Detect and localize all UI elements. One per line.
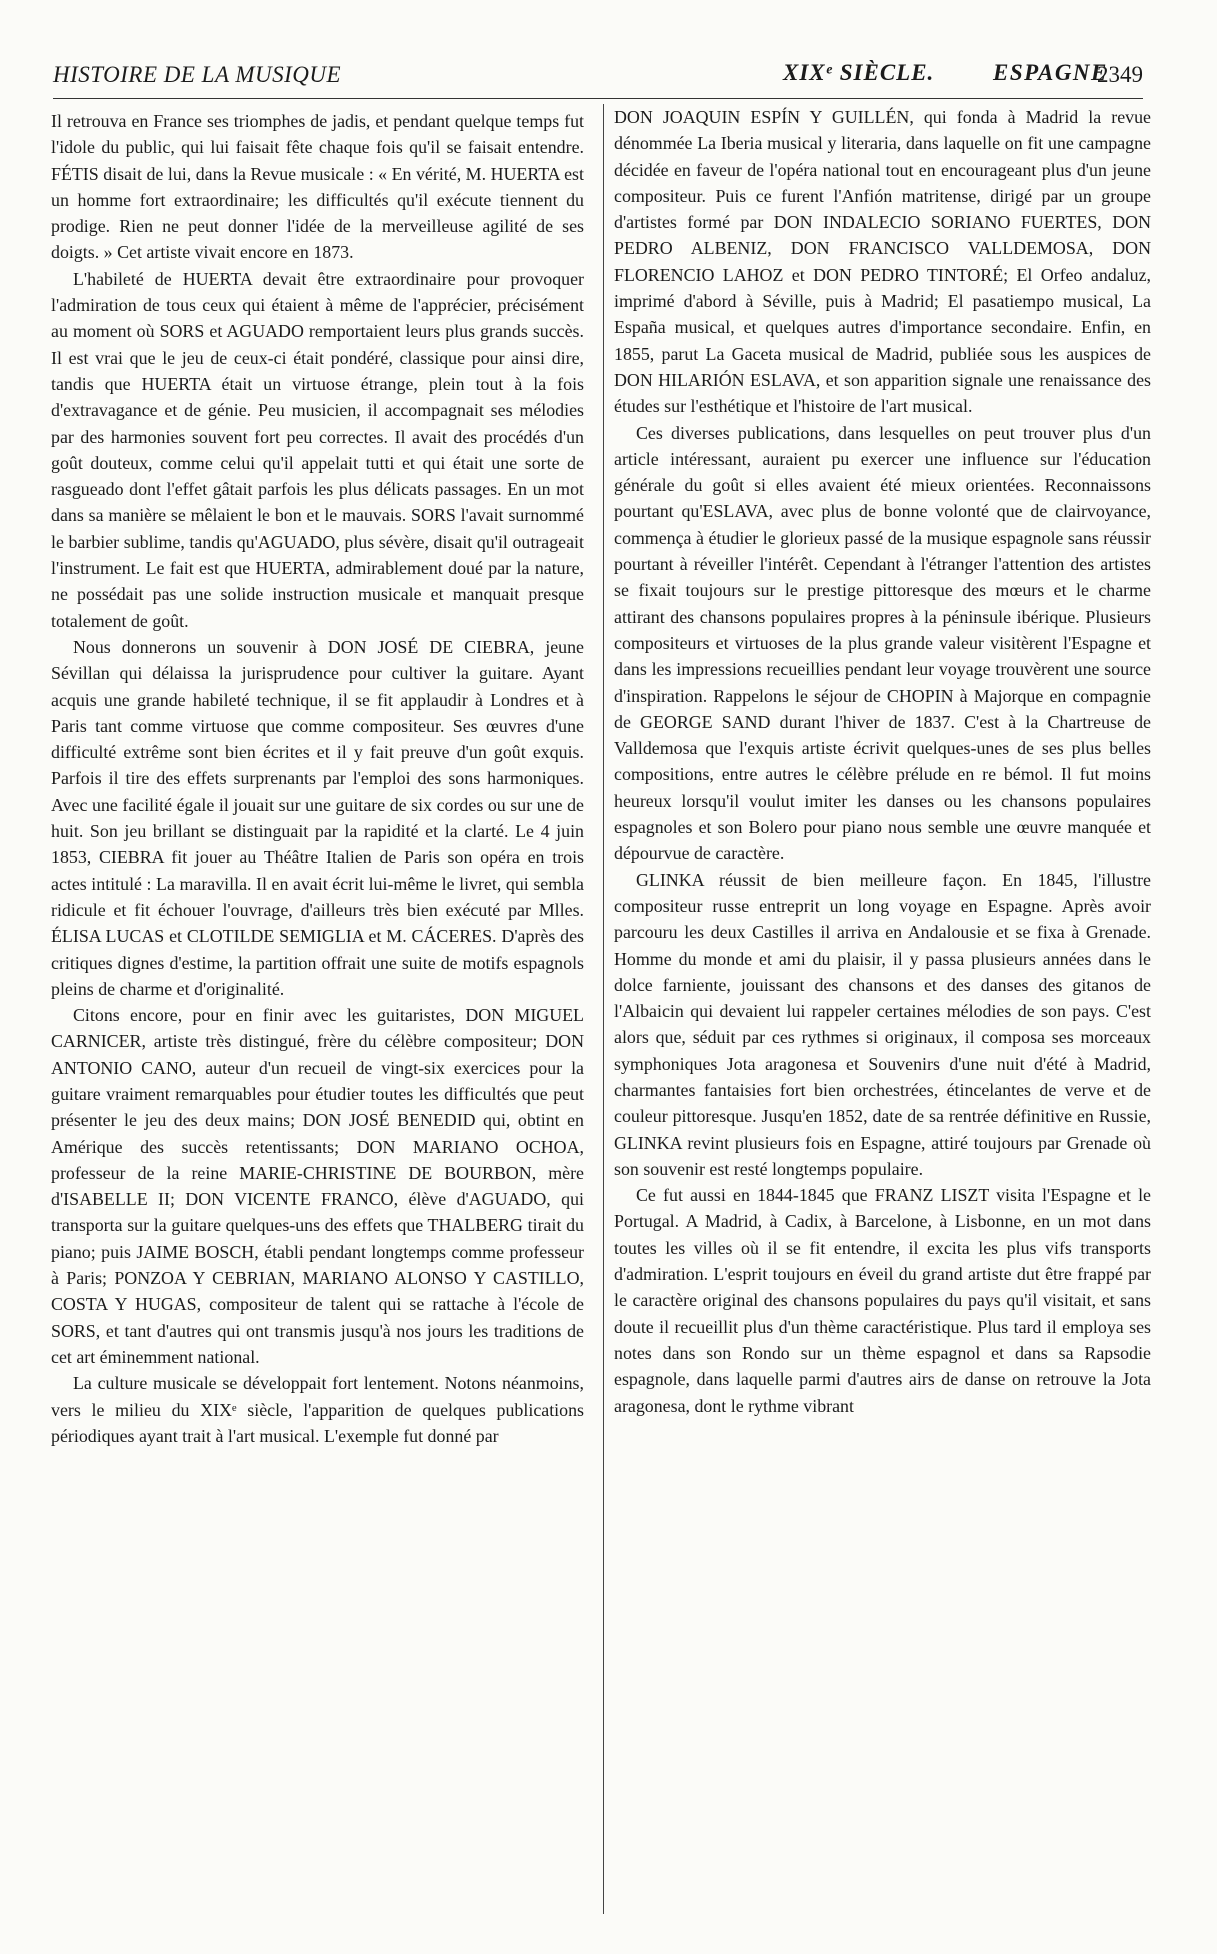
paragraph: Ces diverses publications, dans lesquelles on peut trouver plus d'un article intéressant, auraient pu exercer une influence sur l'éducation générale du goût si elles avaient été mieux orientées. Reconnaissons pourtant qu'ESLAVA, avec plus de bonne volonté que de clairvoyance, commença à étudier le glorieux passé de la musique espagnole sans réussir pourtant à réveiller l'intérêt. Cependant à l'étranger l'attention des artistes se fixait toujours sur le prestige pittoresque des mœurs et le charme attirant des chansons populaires propres à la péninsule ibérique. Plusieurs compositeurs et virtuoses de la plus grande valeur visitèrent l'Espagne et dans les impressions recueillies pendant leur voyage trouvèrent une source d'inspiration. Rappelons le séjour de CHOPIN à Majorque en compagnie de GEORGE SAND durant l'hiver de 1837. C'est à la Chartreuse de Valldemosa que l'exquis artiste écrivit quelques-unes de ses plus belles compositions, entre autres le célèbre prélude en re bémol. Il fut moins heureux lorsqu'il voulut imiter les danses ou les chansons populaires espagnoles et son Bolero pour piano nous semble une œuvre manquée et dépourvue de caractère.: [614, 422, 1151, 864]
running-header: [53, 58, 1143, 98]
page-number: 2349: [1097, 62, 1143, 87]
paragraph: Ce fut aussi en 1844-1845 que FRANZ LISZT visita l'Espagne et le Portugal. A Madrid, à Cadix, à Barcelone, à Lisbonne, en un mot dans toutes les villes où il se fit entendre, il excita les plus vifs transports d'admiration. L'esprit toujours en éveil du grand artiste dut être frappé par le caractère original des chansons populaires du pays qu'il visitait, et sans doute il recueillit plus d'un thème caractéristique. Plus tard il employa ses notes dans son Rondo sur un thème espagnol et dans sa Rapsodie espagnole, dans laquelle parmi d'autres airs de danse on retrouve la Jota aragonesa, dont le rythme vibrant: [614, 1185, 1151, 1416]
century-heading: XIXᵉ SIÈCLE.: [783, 60, 935, 85]
right-column: [603, 104, 1151, 1914]
paragraph: DON JOAQUIN ESPÍN Y GUILLÉN, qui fonda à Madrid la revue dénommée La Iberia musical y literaria, dans laquelle on fit une campagne décidée en faveur de l'opéra national tout en encourageant plus d'un jeune compositeur. Puis ce furent l'Anfión matritense, dirigé par un groupe d'artistes formé par DON INDALECIO SORIANO FUERTES, DON PEDRO ALBENIZ, DON FRANCISCO VALLDEMOSA, DON FLORENCIO LAHOZ et DON PEDRO TINTORÉ; El Orfeo andaluz, imprimé d'abord à Séville, puis à Madrid; El pasatiempo musical, La España musical, et quelques autres d'importance secondaire. Enfin, en 1855, parut La Gaceta musical de Madrid, publiée sous les auspices de DON HILARIÓN ESLAVA, et son apparition signale une renaissance des études sur l'esthétique et l'histoire de l'art musical.: [614, 107, 1151, 417]
paragraph: Il retrouva en France ses triomphes de jadis, et pendant quelque temps fut l'idole du public, qui lui faisait fête chaque fois qu'il se faisait entendre. FÉTIS disait de lui, dans la Revue musicale : « En vérité, M. HUERTA est un homme fort extraordinaire; les difficultés qu'il exécute tiennent du prodige. Rien ne peut donner l'idée de la merveilleuse agilité de ses doigts. » Cet artiste vivait encore en 1873.: [51, 111, 584, 263]
paragraph: Nous donnerons un souvenir à DON JOSÉ DE CIEBRA, jeune Sévillan qui délaissa la jurisprudence pour cultiver la guitare. Ayant acquis une grande habileté technique, il se fit applaudir à Londres et à Paris tant comme virtuose que comme compositeur. Ses œuvres d'une difficulté extrême sont bien écrites et il y fait preuve d'un goût exquis. Parfois il tire des effets surprenants par l'emploi des sons harmoniques. Avec une facilité égale il jouait sur une guitare de six cordes ou sur une de huit. Son jeu brillant se distinguait par la rapidité et la clarté. Le 4 juin 1853, CIEBRA fit jouer au Théâtre Italien de Paris son opéra en trois actes intitulé : La maravilla. Il en avait écrit lui-même le livret, qui sembla ridicule et fit échouer l'ouvrage, d'ailleurs très bien exécuté par Mlles. ÉLISA LUCAS et CLOTILDE SEMIGLIA et M. CÁCERES. D'après des critiques dignes d'estime, la partition offrait une suite de motifs espagnols pleins de charme et d'originalité.: [51, 636, 584, 999]
running-title: HISTOIRE DE LA MUSIQUE: [53, 62, 342, 87]
paragraph: La culture musicale se développait fort lentement. Notons néanmoins, vers le milieu du XIXᵉ siècle, l'apparition de quelques publications périodiques ayant trait à l'art musical. L'exemple fut donné par: [51, 1373, 584, 1446]
section-heading: ESPAGNE: [993, 60, 1108, 85]
paragraph: Citons encore, pour en finir avec les guitaristes, DON MIGUEL CARNICER, artiste très distingué, frère du célèbre compositeur; DON ANTONIO CANO, auteur d'un recueil de vingt-six exercices pour la guitare vraiment remarquables pour étudier toutes les difficultés que peut présenter le jeu des deux mains; DON JOSÉ BENEDID qui, obtint en Amérique des succès retentissants; DON MARIANO OCHOA, professeur de la reine MARIE-CHRISTINE DE BOURBON, mère d'ISABELLE II; DON VICENTE FRANCO, élève d'AGUADO, qui transporta sur la guitare quelques-uns des effets que THALBERG tirait du piano; puis JAIME BOSCH, établi pendant longtemps comme professeur à Paris; PONZOA Y CEBRIAN, MARIANO ALONSO Y CASTILLO, COSTA Y HUGAS, compositeur de talent qui se rattache à l'école de SORS, et tant d'autres qui ont transmis jusqu'à nos jours les traditions de cet art éminemment national.: [51, 1005, 584, 1367]
paragraph: GLINKA réussit de bien meilleure façon. En 1845, l'illustre compositeur russe entreprit un long voyage en Espagne. Après avoir parcouru les deux Castilles il arriva en Andalousie et se fixa à Grenade. Homme du monde et ami du plaisir, il y passa plusieurs années dans le dolce farniente, jouissant des chansons et des danses des gitanos de l'Albaicin qui devaient lui rappeler certaines mélodies de son pays. C'est alors que, séduit par ces rythmes si originaux, il composa ses morceaux symphoniques Jota aragonesa et Souvenirs d'une nuit d'été à Madrid, charmantes fantaisies fort bien orchestrées, étincelantes de verve et de couleur pittoresque. Jusqu'en 1852, date de sa rentrée définitive en Russie, GLINKA revint plusieurs fois en Espagne, attiré toujours par Grenade où son souvenir est resté longtemps populaire.: [614, 869, 1151, 1179]
paragraph: L'habileté de HUERTA devait être extraordinaire pour provoquer l'admiration de tous ceux qui étaient à même de l'apprécier, précisément au moment où SORS et AGUADO remportaient leurs plus grands succès. Il est vrai que le jeu de ceux-ci était pondéré, classique pour ainsi dire, tandis que HUERTA était un virtuose étrange, plein tout à la fois d'extravagance et de génie. Peu musicien, il accompagnait ses mélodies par des harmonies souvent fort peu correctes. Il avait des procédés d'un goût douteux, comme celui qu'il appelait tutti et qui était une sorte de rasgueado dont l'effet gâtait parfois les plus délicats passages. En un mot dans sa manière se mêlaient le bon et le mauvais. SORS l'avait surnommé le barbier sublime, tandis qu'AGUADO, plus sévère, disait qu'il outrageait l'instrument. Le fait est que HUERTA, admirablement doué par la nature, ne possédait pas une solide instruction musicale et manquait presque totalement de goût.: [51, 268, 584, 631]
header-rule: [53, 98, 1143, 99]
left-column: [51, 108, 584, 1449]
